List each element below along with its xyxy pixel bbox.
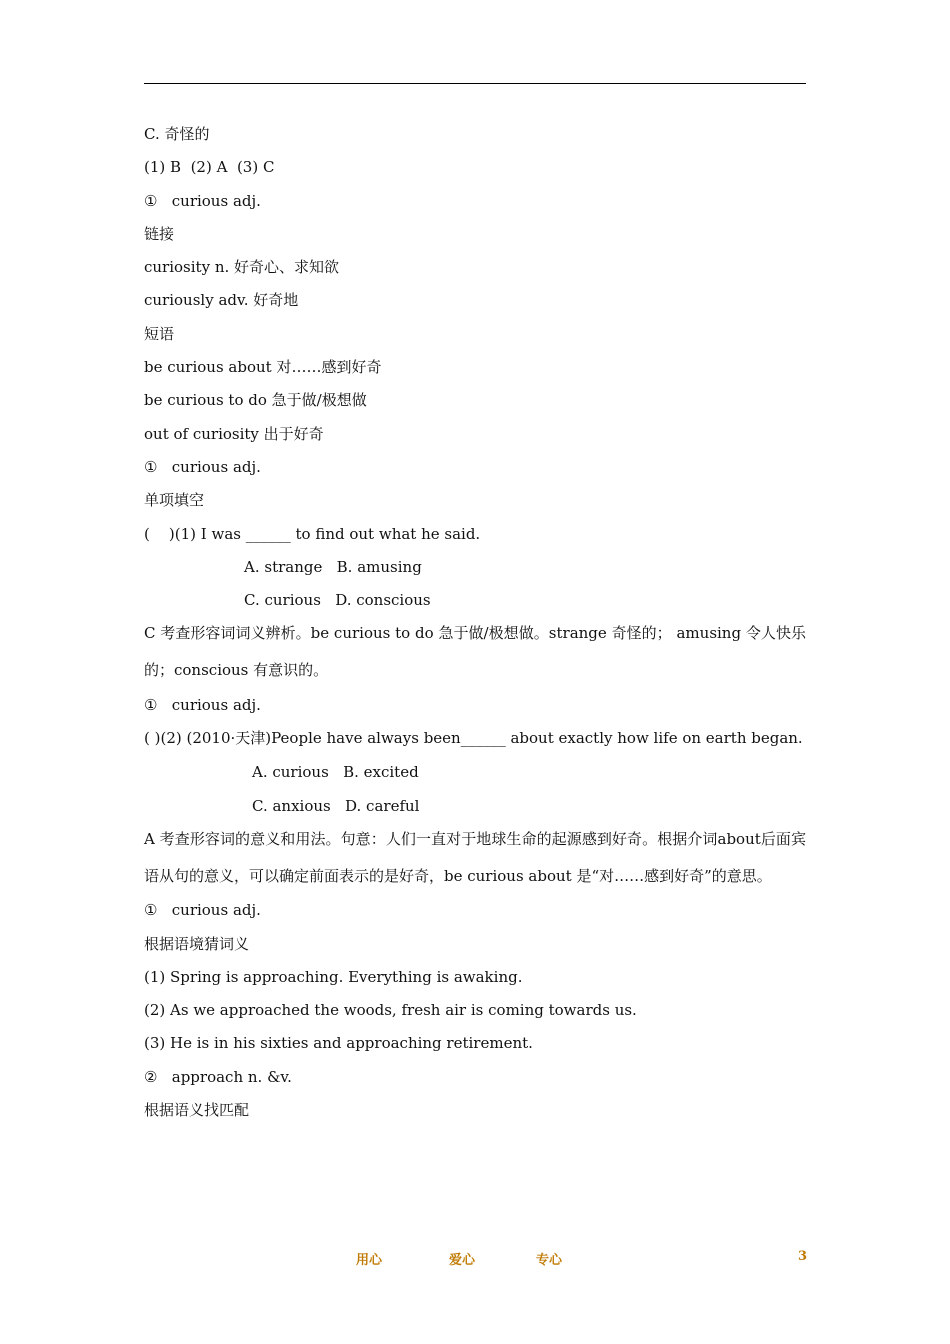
phrase-item: out of curiosity 出于好奇	[144, 424, 324, 443]
section-label-multiple-choice: 单项填空	[144, 491, 205, 510]
vocab-heading: ① curious adj.	[144, 901, 261, 920]
section-label-context: 根据语境猜词义	[144, 934, 250, 953]
related-word: curiosity n. 好奇心、求知欲	[144, 258, 340, 277]
vocab-heading: ① curious adj.	[144, 191, 261, 210]
footer-motto-left: 用心	[356, 1253, 383, 1268]
footer-motto-right: 专心	[536, 1253, 563, 1268]
section-label-matching: 根据语义找匹配	[144, 1101, 250, 1120]
section-label-links: 链接	[144, 224, 175, 243]
question-1-options-ab: A. strange B. amusing	[244, 557, 422, 576]
footer-motto-middle: 爱心	[449, 1253, 476, 1268]
answer-meaning: C. 奇怪的	[144, 125, 210, 143]
question-2-options-cd: C. anxious D. careful	[252, 796, 420, 815]
context-sentence: (3) He is in his sixties and approaching retirement.	[144, 1034, 533, 1053]
page-number: 3	[798, 1249, 808, 1264]
context-sentence: (2) As we approached the woods, fresh air is coming towards us.	[144, 1001, 637, 1020]
question-1-options-cd: C. curious D. conscious	[244, 591, 431, 610]
related-word: curiously adv. 好奇地	[144, 291, 299, 310]
section-label-phrases: 短语	[144, 324, 175, 343]
context-sentence: (1) Spring is approaching. Everything is awaking.	[144, 967, 523, 986]
vocab-heading: ① curious adj.	[144, 457, 261, 476]
question-1-explanation: C 考查形容词词义辨析。be curious to do 急于做/极想做。strange 奇怪的； amusing 令人快乐的；conscious 有意识的。	[144, 624, 806, 680]
question-2: ( )(2) (2010·天津)People have always been______ about exactly how life on earth began.	[144, 729, 803, 748]
phrase-item: be curious about 对……感到好奇	[144, 358, 382, 377]
vocab-heading: ② approach n. &v.	[144, 1067, 292, 1086]
question-2-explanation: A 考查形容词的意义和用法。句意：人们一直对于地球生命的起源感到好奇。根据介词about后面宾语从句的意义，可以确定前面表示的是好奇，be curious about 是“对……感到好奇”的意思。	[144, 829, 806, 885]
header-rule	[144, 83, 806, 84]
page-footer	[0, 1249, 950, 1269]
phrase-item: be curious to do 急于做/极想做	[144, 391, 367, 410]
vocab-heading: ① curious adj.	[144, 695, 261, 714]
answer-key: (1) B (2) A (3) C	[144, 158, 275, 177]
document-body	[144, 124, 806, 1133]
question-1: ( )(1) I was ______ to find out what he said.	[144, 524, 481, 543]
question-2-options-ab: A. curious B. excited	[252, 763, 419, 782]
